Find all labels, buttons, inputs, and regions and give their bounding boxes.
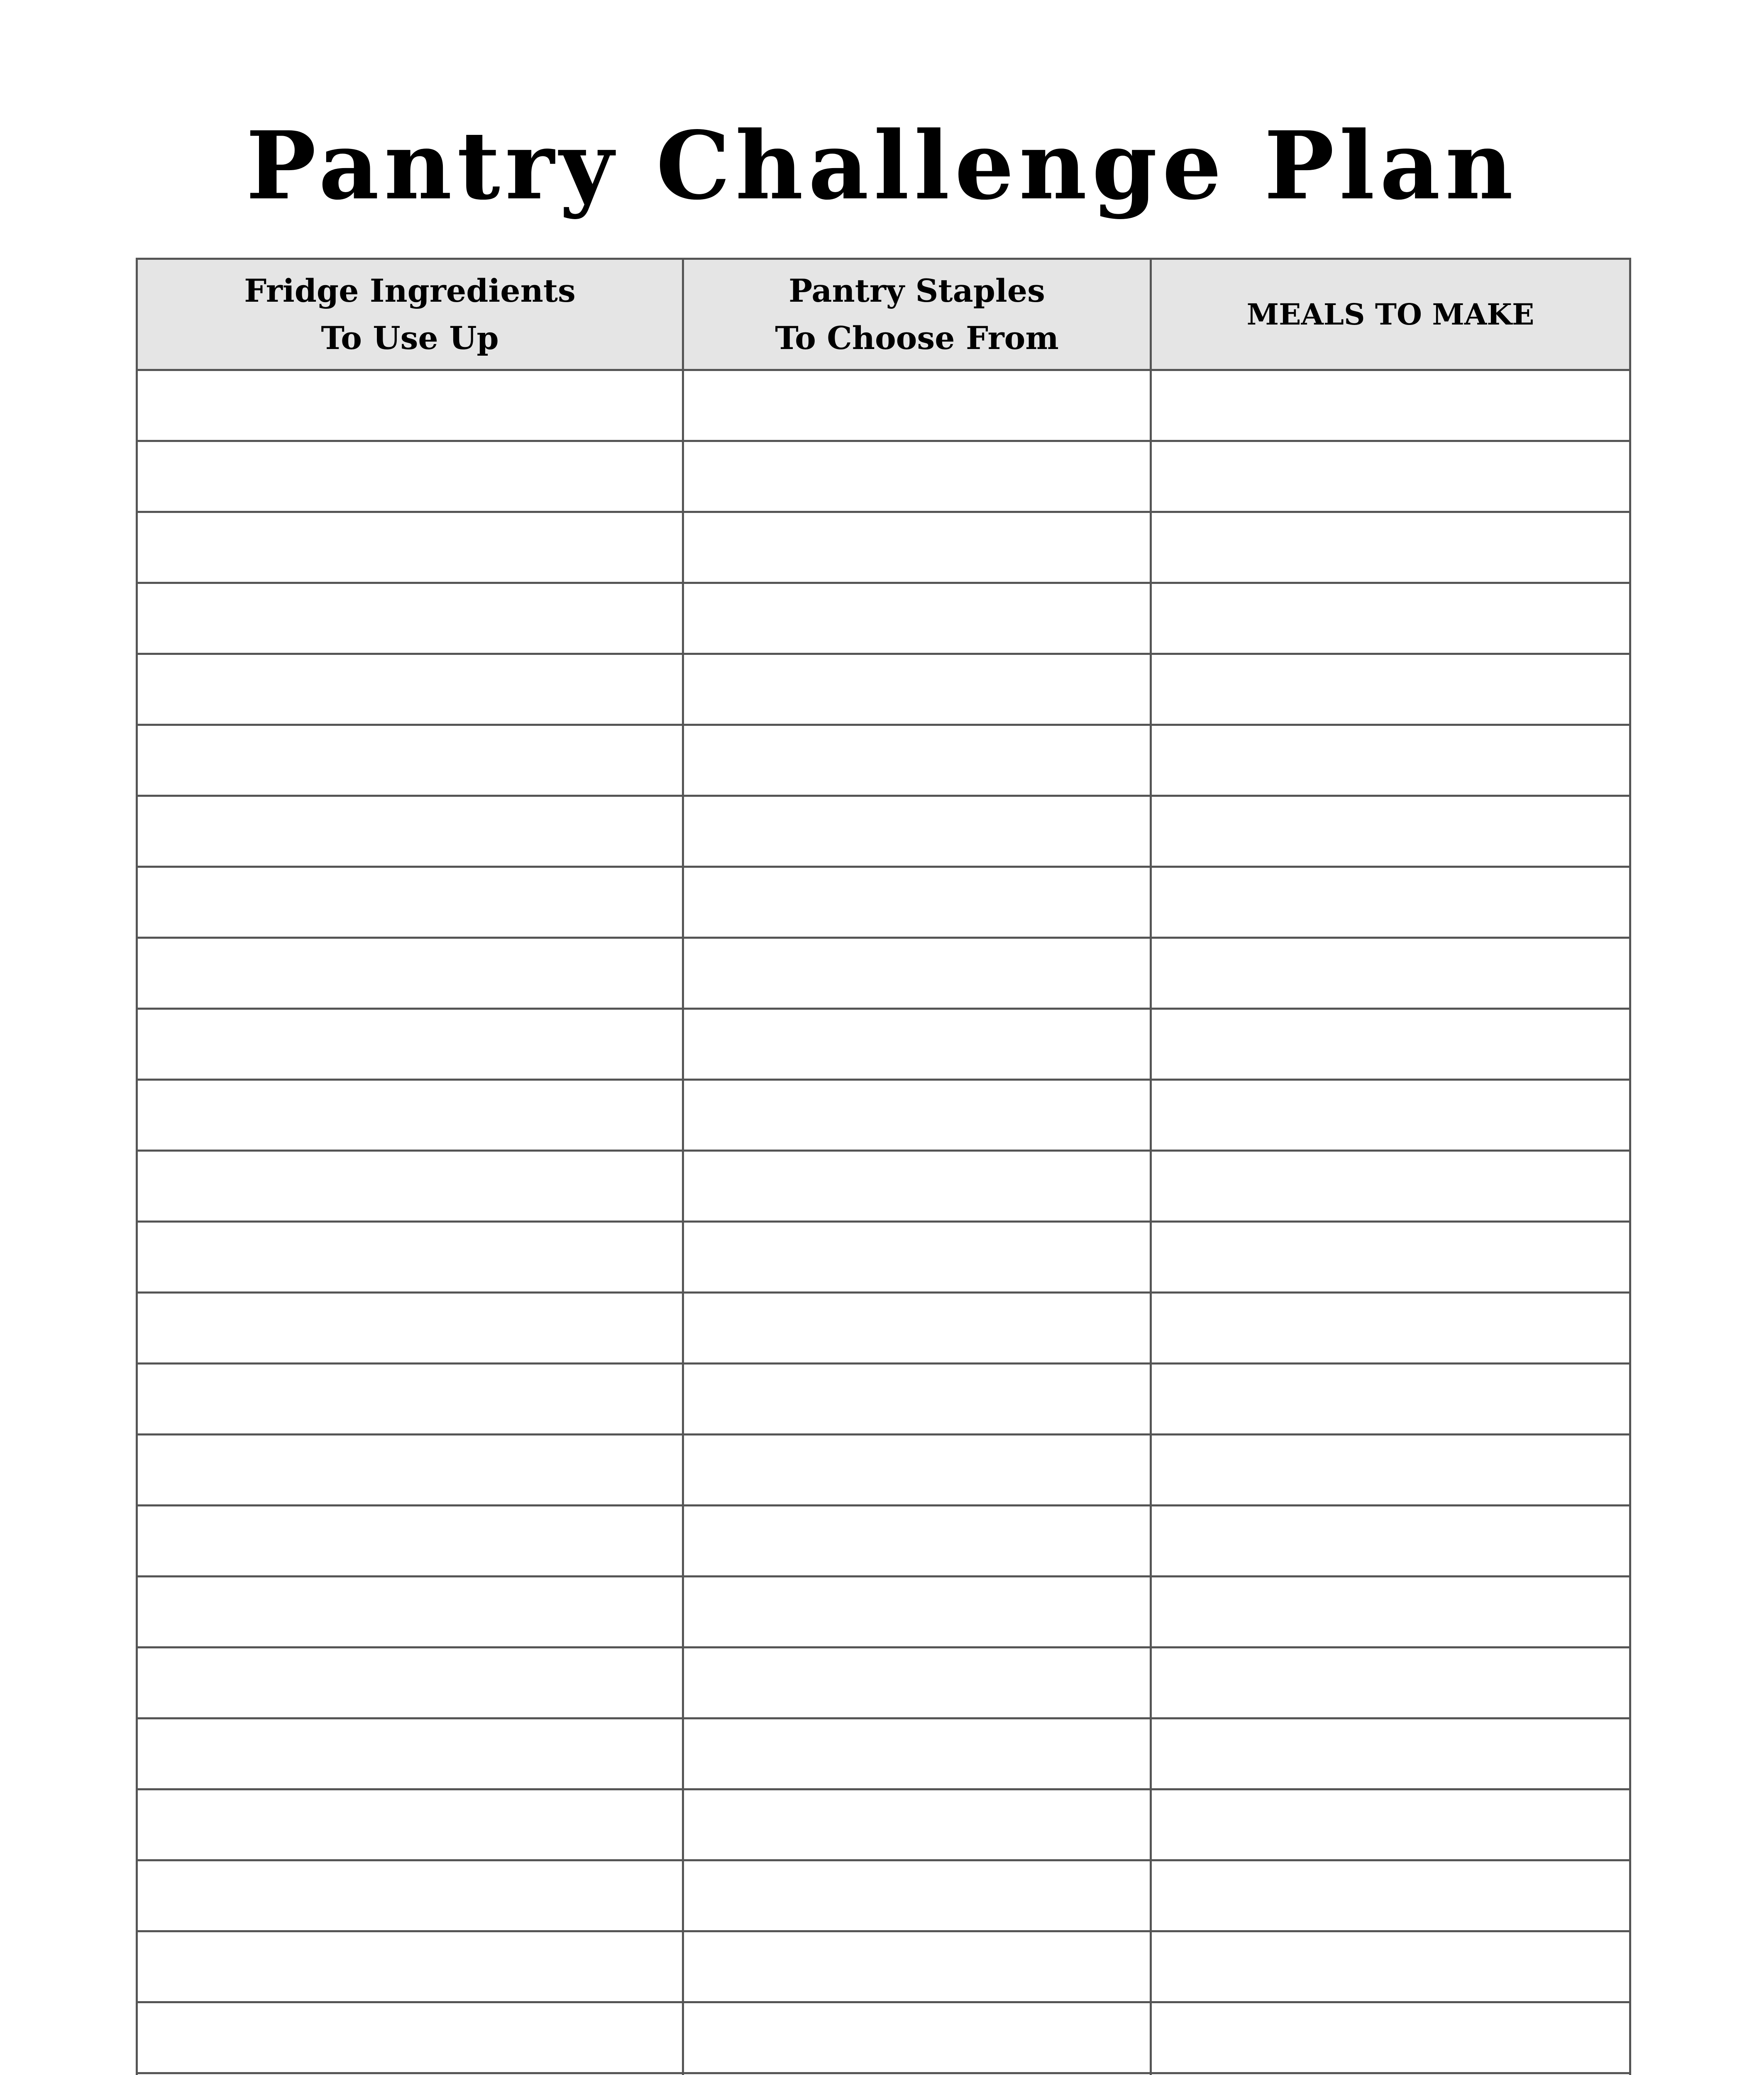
pantry-staple-cell[interactable] [683,2073,1151,2075]
table-row [137,1293,1630,1364]
header-meals-to-make-line-1: MEALS TO MAKE [1246,297,1534,332]
pantry-staple-cell[interactable] [683,1435,1151,1506]
fridge-ingredient-cell[interactable] [137,867,683,938]
pantry-staple-cell[interactable] [683,725,1151,796]
fridge-ingredient-cell[interactable] [137,1931,683,2002]
table-row [137,441,1630,512]
table-row [137,1931,1630,2002]
meal-cell[interactable] [1151,1931,1630,2002]
meal-cell[interactable] [1151,867,1630,938]
table-row [137,583,1630,654]
meal-cell[interactable] [1151,1860,1630,1931]
table-row [137,1151,1630,1222]
pantry-staple-cell[interactable] [683,441,1151,512]
table-body [137,370,1630,2075]
fridge-ingredient-cell[interactable] [137,1577,683,1648]
fridge-ingredient-cell[interactable] [137,1648,683,1719]
pantry-plan-table [136,258,1631,2075]
meal-cell[interactable] [1151,1648,1630,1719]
fridge-ingredient-cell[interactable] [137,1009,683,1080]
table-row [137,2002,1630,2073]
fridge-ingredient-cell[interactable] [137,512,683,583]
table-row [137,1648,1630,1719]
fridge-ingredient-cell[interactable] [137,1080,683,1151]
meal-cell[interactable] [1151,370,1630,441]
meal-cell[interactable] [1151,1293,1630,1364]
fridge-ingredient-cell[interactable] [137,725,683,796]
pantry-staple-cell[interactable] [683,796,1151,867]
meal-cell[interactable] [1151,938,1630,1009]
table-row [137,938,1630,1009]
pantry-staple-cell[interactable] [683,583,1151,654]
table-row [137,796,1630,867]
meal-cell[interactable] [1151,1364,1630,1435]
pantry-staple-cell[interactable] [683,1931,1151,2002]
fridge-ingredient-cell[interactable] [137,1222,683,1293]
table-row [137,2073,1630,2075]
table-row [137,1435,1630,1506]
pantry-staple-cell[interactable] [683,654,1151,725]
table-row [137,1789,1630,1860]
meal-cell[interactable] [1151,1719,1630,1789]
header-pantry-staples [683,259,1151,370]
fridge-ingredient-cell[interactable] [137,370,683,441]
table-row [137,1719,1630,1789]
fridge-ingredient-cell[interactable] [137,441,683,512]
meal-cell[interactable] [1151,2002,1630,2073]
pantry-staple-cell[interactable] [683,1151,1151,1222]
meal-cell[interactable] [1151,1080,1630,1151]
meal-cell[interactable] [1151,1506,1630,1577]
table-header-row [137,259,1630,370]
pantry-staple-cell[interactable] [683,1506,1151,1577]
header-fridge-ingredients [137,259,683,370]
fridge-ingredient-cell[interactable] [137,1435,683,1506]
fridge-ingredient-cell[interactable] [137,1293,683,1364]
meal-cell[interactable] [1151,1789,1630,1860]
fridge-ingredient-cell[interactable] [137,1789,683,1860]
meal-cell[interactable] [1151,796,1630,867]
pantry-staple-cell[interactable] [683,1648,1151,1719]
fridge-ingredient-cell[interactable] [137,583,683,654]
pantry-staple-cell[interactable] [683,1719,1151,1789]
table-row [137,1577,1630,1648]
pantry-staple-cell[interactable] [683,2002,1151,2073]
header-pantry-staples-line-1: Pantry Staples [789,272,1045,309]
table-row [137,1364,1630,1435]
meal-cell[interactable] [1151,1009,1630,1080]
table-row [137,1080,1630,1151]
table-row [137,725,1630,796]
table-row [137,1009,1630,1080]
page-title: Pantry Challenge Plan [246,111,1518,221]
pantry-staple-cell[interactable] [683,1860,1151,1931]
table-row [137,1222,1630,1293]
meal-cell[interactable] [1151,1577,1630,1648]
meal-cell[interactable] [1151,583,1630,654]
table-row [137,867,1630,938]
fridge-ingredient-cell[interactable] [137,654,683,725]
meal-cell[interactable] [1151,1222,1630,1293]
meal-cell[interactable] [1151,1435,1630,1506]
header-pantry-staples-line-2: To Choose From [775,319,1059,356]
meal-cell[interactable] [1151,2073,1630,2075]
fridge-ingredient-cell[interactable] [137,1719,683,1789]
table-row [137,1860,1630,1931]
fridge-ingredient-cell[interactable] [137,796,683,867]
header-meals-to-make [1151,259,1630,370]
fridge-ingredient-cell[interactable] [137,2073,683,2075]
meal-cell[interactable] [1151,512,1630,583]
header-fridge-ingredients-line-1: Fridge Ingredients [244,272,576,309]
fridge-ingredient-cell[interactable] [137,1364,683,1435]
meal-cell[interactable] [1151,654,1630,725]
table-row [137,512,1630,583]
fridge-ingredient-cell[interactable] [137,938,683,1009]
pantry-staple-cell[interactable] [683,1364,1151,1435]
pantry-staple-cell[interactable] [683,1080,1151,1151]
pantry-staple-cell[interactable] [683,1293,1151,1364]
fridge-ingredient-cell[interactable] [137,1506,683,1577]
fridge-ingredient-cell[interactable] [137,1151,683,1222]
meal-cell[interactable] [1151,1151,1630,1222]
pantry-staple-cell[interactable] [683,867,1151,938]
pantry-staple-cell[interactable] [683,1789,1151,1860]
pantry-staple-cell[interactable] [683,370,1151,441]
pantry-staple-cell[interactable] [683,1009,1151,1080]
meal-cell[interactable] [1151,441,1630,512]
table-row [137,370,1630,441]
pantry-staple-cell[interactable] [683,512,1151,583]
header-fridge-ingredients-line-2: To Use Up [321,319,499,356]
table-row [137,654,1630,725]
fridge-ingredient-cell[interactable] [137,1860,683,1931]
meal-cell[interactable] [1151,725,1630,796]
pantry-staple-cell[interactable] [683,1222,1151,1293]
table-row [137,1506,1630,1577]
pantry-staple-cell[interactable] [683,1577,1151,1648]
pantry-staple-cell[interactable] [683,938,1151,1009]
fridge-ingredient-cell[interactable] [137,2002,683,2073]
